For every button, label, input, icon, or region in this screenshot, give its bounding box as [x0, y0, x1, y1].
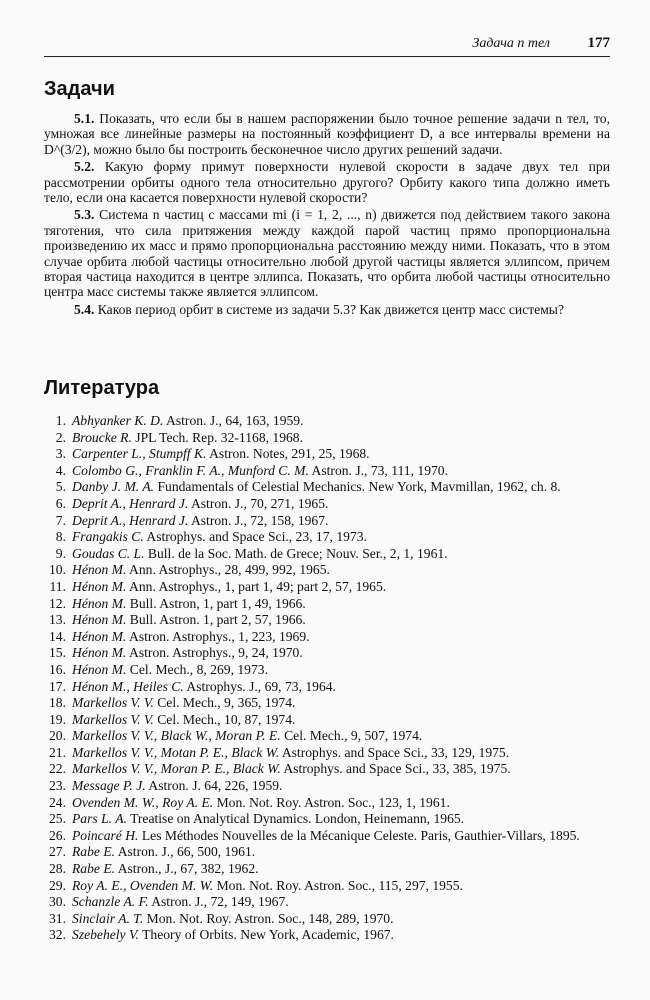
reference-item	[44, 479, 610, 496]
reference-number: 23.	[49, 778, 66, 794]
reference-number: 26.	[49, 827, 66, 843]
reference-citation: Les Méthodes Nouvelles de la Mécanique Celeste. Paris, Gauthier-Villars, 1895.	[141, 827, 580, 843]
reference-number: 17.	[49, 678, 66, 694]
reference-citation: Astrophys. J., 69, 73, 1964.	[186, 678, 336, 694]
reference-authors: Goudas C. L.	[72, 545, 145, 561]
reference-authors: Hénon M.	[72, 628, 127, 644]
reference-item	[44, 695, 610, 712]
reference-authors: Colombo G., Franklin F. A., Munford C. M.	[72, 462, 309, 478]
reference-item	[44, 778, 610, 795]
reference-citation: Mon. Not. Roy. Astron. Soc., 148, 289, 1970.	[146, 910, 394, 926]
reference-citation: Astron. J., 73, 111, 1970.	[311, 462, 448, 478]
reference-item	[44, 446, 610, 463]
reference-number: 6.	[55, 495, 66, 511]
reference-citation: Cel. Mech., 9, 365, 1974.	[157, 695, 296, 711]
reference-citation: Astron. Notes, 291, 25, 1968.	[209, 446, 370, 462]
reference-item	[44, 596, 610, 613]
reference-item	[44, 679, 610, 696]
reference-authors: Pars L. A.	[72, 811, 127, 827]
reference-item	[44, 894, 610, 911]
problem-text: Какую форму примут поверхности нулевой скорости в задаче двух тел при рассмотрении орбиты одного тела относительно другого? Орбиту какого типа должно иметь тело, если она касается поверхности нулевой скорости?	[44, 159, 610, 206]
reference-number: 11.	[49, 578, 66, 594]
reference-authors: Danby J. M. A.	[72, 479, 155, 495]
reference-number: 12.	[49, 595, 66, 611]
reference-item	[44, 529, 610, 546]
reference-item	[44, 761, 610, 778]
reference-number: 20.	[49, 728, 66, 744]
reference-item	[44, 828, 610, 845]
reference-citation: Astron. J., 72, 158, 1967.	[190, 512, 329, 528]
reference-citation: Astron., J., 67, 382, 1962.	[117, 861, 259, 877]
reference-citation: Astron. Astrophys., 1, 223, 1969.	[129, 628, 310, 644]
reference-item	[44, 795, 610, 812]
reference-number: 5.	[55, 479, 66, 495]
reference-citation: Astron. J., 72, 149, 1967.	[151, 894, 289, 910]
reference-citation: Astron. J., 64, 163, 1959.	[166, 413, 304, 428]
reference-authors: Deprit A., Henrard J.	[72, 495, 189, 511]
reference-citation: Astron. Astrophys., 9, 24, 1970.	[129, 645, 303, 661]
reference-citation: Cel. Mech., 10, 87, 1974.	[157, 711, 296, 727]
reference-authors: Markellos V. V.	[72, 695, 154, 711]
running-head	[44, 34, 610, 57]
reference-authors: Abhyanker K. D.	[72, 413, 164, 428]
reference-number: 25.	[49, 811, 66, 827]
problem-number: 5.3.	[74, 207, 95, 223]
reference-number: 28.	[49, 861, 66, 877]
running-title: Задача n тел	[472, 36, 550, 51]
problem-number: 5.4.	[74, 301, 95, 317]
reference-number: 24.	[49, 794, 66, 810]
problems-list	[44, 111, 610, 319]
reference-citation: Fundamentals of Celestial Mechanics. New York, Mavmillan, 1962, ch. 8.	[157, 479, 561, 495]
reference-number: 3.	[55, 446, 66, 462]
reference-item	[44, 579, 610, 596]
reference-authors: Sinclair A. T.	[72, 910, 144, 926]
reference-citation: Bull. Astron, 1, part 1, 49, 1966.	[129, 595, 306, 611]
reference-item	[44, 430, 610, 447]
reference-number: 30.	[49, 894, 66, 910]
page-number: 177	[587, 35, 610, 51]
reference-citation: Ann. Astrophys., 28, 499, 992, 1965.	[129, 562, 330, 578]
reference-citation: Theory of Orbits. New York, Academic, 1967.	[142, 927, 394, 943]
reference-authors: Markellos V. V., Motan P. E., Black W.	[72, 744, 280, 760]
reference-number: 22.	[49, 761, 66, 777]
reference-item	[44, 513, 610, 530]
reference-item	[44, 911, 610, 928]
reference-number: 8.	[55, 529, 66, 545]
reference-item	[44, 496, 610, 513]
reference-list	[44, 413, 610, 944]
reference-authors: Roy A. E., Ovenden M. W.	[72, 877, 214, 893]
reference-authors: Carpenter L., Stumpff K.	[72, 446, 207, 462]
reference-item	[44, 927, 610, 944]
reference-citation: Cel. Mech., 8, 269, 1973.	[129, 661, 268, 677]
reference-citation: Cel. Mech., 9, 507, 1974.	[284, 728, 423, 744]
problem-item	[44, 207, 610, 299]
problem-item	[44, 159, 610, 205]
reference-authors: Szebehely V.	[72, 927, 139, 943]
reference-authors: Schanzle A. F.	[72, 894, 149, 910]
reference-item	[44, 413, 610, 430]
reference-citation: Astrophys. and Space Sci., 33, 385, 1975.	[283, 761, 511, 777]
reference-number: 13.	[49, 612, 66, 628]
reference-authors: Markellos V. V., Black W., Moran P. E.	[72, 728, 281, 744]
reference-item	[44, 745, 610, 762]
reference-authors: Message P. J.	[72, 778, 146, 794]
reference-citation: Astron. J., 66, 500, 1961.	[117, 844, 256, 860]
reference-authors: Hénon M.	[72, 578, 127, 594]
problem-number: 5.1.	[74, 111, 95, 126]
problem-text: Система n частиц с массами mi (i = 1, 2, ..., n) движется под действием такого закона тяготения, что сила притяжения между каждой парой частиц прямо пропорциональна произведению их масс и прямо пропорциональна расстоянию между ними. Показать, что в этом случае орбита любой частицы относительно любой другой частицы является эллипсом, причем вторая частица находится в центре эллипса. Показать, что орбита любой частицы относительно центра масс системы также является эллипсом.	[44, 207, 610, 300]
reference-authors: Ovenden M. W., Roy A. E.	[72, 794, 214, 810]
reference-authors: Hénon M.	[72, 645, 127, 661]
reference-item	[44, 861, 610, 878]
reference-number: 2.	[55, 429, 66, 445]
reference-authors: Markellos V. V., Moran P. E., Black W.	[72, 761, 281, 777]
literature-heading: Литература	[44, 377, 160, 399]
reference-item	[44, 645, 610, 662]
reference-citation: Mon. Not. Roy. Astron. Soc., 115, 297, 1955.	[216, 877, 463, 893]
reference-number: 29.	[49, 877, 66, 893]
reference-item	[44, 463, 610, 480]
reference-item	[44, 612, 610, 629]
reference-number: 1.	[55, 413, 66, 428]
reference-authors: Rabe E.	[72, 861, 116, 877]
reference-number: 4.	[55, 462, 66, 478]
reference-authors: Hénon M., Heiles C.	[72, 678, 184, 694]
reference-citation: Mon. Not. Roy. Astron. Soc., 123, 1, 1961.	[216, 794, 450, 810]
reference-citation: Astron. J., 70, 271, 1965.	[190, 495, 329, 511]
problem-text: Показать, что если бы в нашем распоряжении было точное решение задачи n тел, то, умножая все линейные размеры на постоянный коэффициент D, а все интервалы времени на D^(3/2), можно было бы построить бесконечное число других решений задачи.	[44, 111, 610, 157]
reference-item	[44, 878, 610, 895]
reference-number: 27.	[49, 844, 66, 860]
reference-authors: Rabe E.	[72, 844, 116, 860]
reference-number: 10.	[49, 562, 66, 578]
reference-citation: JPL Tech. Rep. 32-1168, 1968.	[135, 429, 303, 445]
reference-item	[44, 712, 610, 729]
reference-number: 14.	[49, 628, 66, 644]
reference-number: 32.	[49, 927, 66, 943]
reference-citation: Ann. Astrophys., 1, part 1, 49; part 2, 57, 1965.	[129, 578, 387, 594]
reference-authors: Hénon M.	[72, 661, 127, 677]
problems-heading: Задачи	[44, 78, 115, 100]
reference-citation: Treatise on Analytical Dynamics. London, Heinemann, 1965.	[130, 811, 465, 827]
reference-item	[44, 844, 610, 861]
reference-item	[44, 562, 610, 579]
reference-item	[44, 629, 610, 646]
reference-authors: Poincaré H.	[72, 827, 139, 843]
reference-citation: Bull. Astron. 1, part 2, 57, 1966.	[129, 612, 306, 628]
reference-number: 21.	[49, 744, 66, 760]
reference-item	[44, 662, 610, 679]
reference-item	[44, 546, 610, 563]
reference-item	[44, 728, 610, 745]
reference-number: 15.	[49, 645, 66, 661]
problem-text: Каков период орбит в системе из задачи 5.3? Как движется центр масс системы?	[97, 301, 564, 317]
problem-item	[44, 111, 610, 157]
reference-authors: Markellos V. V.	[72, 711, 154, 727]
reference-item	[44, 811, 610, 828]
reference-citation: Bull. de la Soc. Math. de Grece; Nouv. Ser., 2, 1, 1961.	[147, 545, 448, 561]
reference-authors: Frangakis C.	[72, 529, 144, 545]
reference-citation: Astrophys. and Space Sci., 33, 129, 1975.	[281, 744, 510, 760]
reference-authors: Hénon M.	[72, 612, 127, 628]
reference-authors: Hénon M.	[72, 562, 127, 578]
reference-number: 18.	[49, 695, 66, 711]
reference-number: 19.	[49, 711, 66, 727]
reference-authors: Broucke R.	[72, 429, 132, 445]
reference-number: 31.	[49, 910, 66, 926]
reference-authors: Hénon M.	[72, 595, 127, 611]
reference-authors: Deprit A., Henrard J.	[72, 512, 189, 528]
reference-number: 16.	[49, 661, 66, 677]
reference-number: 9.	[55, 545, 66, 561]
reference-citation: Astrophys. and Space Sci., 23, 17, 1973.	[146, 529, 367, 545]
problem-number: 5.2.	[74, 159, 95, 175]
problem-item	[44, 302, 610, 317]
reference-citation: Astron. J. 64, 226, 1959.	[148, 778, 283, 794]
reference-number: 7.	[55, 512, 66, 528]
